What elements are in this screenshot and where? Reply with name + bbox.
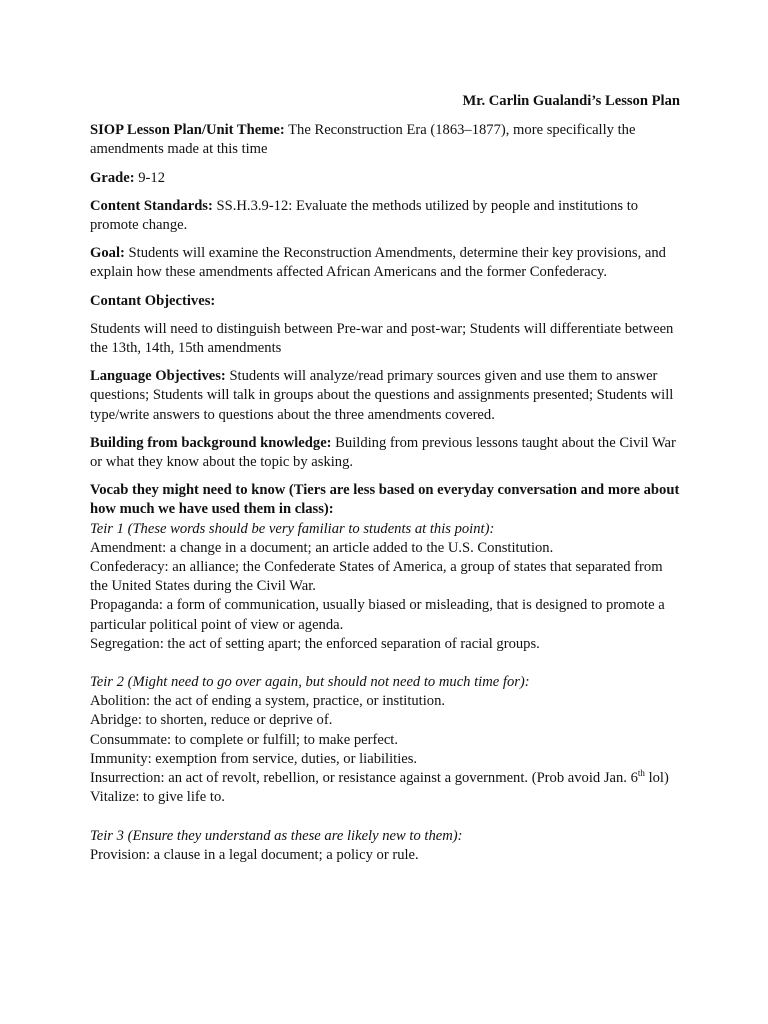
content-objectives-heading: Contant Objectives: [90, 292, 216, 309]
vocab-item: Confederacy: an alliance; the Confederate States of America, a group of states that separated from the United States during the Civil War. [90, 559, 663, 595]
vocab-item: Propaganda: a form of communication, usually biased or misleading, that is designed to promote a particular political point of view or agenda. [90, 597, 665, 633]
ordinal-suffix: th [637, 768, 645, 779]
vocab-item: Consummate: to complete or fulfill; to make perfect. [90, 731, 399, 748]
unit-theme-text: The Reconstruction Era (1863–1877), more specifically the amendments made at this time [90, 122, 636, 158]
goal-label: Goal: [90, 245, 125, 262]
content-standards-text: SS.H.3.9-12: Evaluate the methods utilized by people and institutions to promote change. [90, 197, 639, 234]
grade-text: 9-12 [134, 169, 165, 186]
background-knowledge-text: Building from previous lessons taught about the Civil War or what they know about the topic by asking. [90, 434, 676, 471]
vocab-item: Segregation: the act of setting apart; the enforced separation of racial groups. [90, 635, 540, 652]
vocab-item: Vitalize: to give life to. [90, 789, 225, 806]
insurrection-tail: lol) [644, 770, 669, 787]
background-knowledge-label: Building from background knowledge: [90, 434, 332, 451]
language-objectives-text: Students will analyze/read primary sources given and use them to answer questions; Students will talk in groups about the questions and assignments presented; Students will type/write answers to questions about the three amendments covered. [90, 368, 674, 423]
goal-text: Students will examine the Reconstruction Amendments, determine their key provisions, and explain how these amendments affected African Americans and the former Confederacy. [90, 245, 666, 281]
vocab-item: Abridge: to shorten, reduce or deprive of. [90, 712, 333, 729]
vocab-item: Abolition: the act of ending a system, practice, or institution. [90, 693, 446, 710]
goal-paragraph [90, 244, 680, 282]
unit-theme-label: SIOP Lesson Plan/Unit Theme: [90, 122, 285, 139]
language-objectives-paragraph [90, 367, 680, 425]
grade-label: Grade: [90, 169, 135, 186]
vocab-item: Provision: a clause in a legal document; a policy or rule. [90, 846, 419, 863]
vocab-item-insurrection [90, 769, 680, 788]
content-standards-paragraph [90, 197, 680, 235]
content-objectives-text: Students will need to distinguish between Pre-war and post-war; Students will differentiate between the 13th, 14th, 15th amendments [90, 320, 674, 357]
background-knowledge-paragraph [90, 434, 680, 472]
tier2-heading: Teir 2 (Might need to go over again, but should not need to much time for): [90, 674, 530, 691]
vocab-item: Immunity: exemption from service, duties, or liabilities. [90, 750, 418, 767]
vocab-item: Amendment: a change in a document; an article added to the U.S. Constitution. [90, 539, 554, 556]
spacer [90, 654, 680, 673]
language-objectives-label: Language Objectives: [90, 368, 226, 385]
tier3-heading: Teir 3 (Ensure they understand as these are likely new to them): [90, 827, 463, 844]
grade-paragraph [90, 169, 680, 188]
document-title: Mr. Carlin Gualandi’s Lesson Plan [462, 93, 680, 109]
spacer [90, 808, 680, 827]
vocab-heading: Vocab they might need to know (Tiers are less based on everyday conversation and more about how much we have used them in class): [90, 482, 680, 518]
tier1-heading: Teir 1 (These words should be very familiar to students at this point): [90, 520, 495, 537]
content-standards-label: Content Standards: [90, 197, 213, 214]
insurrection-text: Insurrection: an act of revolt, rebellion, or resistance against a government. (Prob avoid Jan. 6 [90, 770, 638, 787]
unit-theme-paragraph [90, 121, 680, 159]
